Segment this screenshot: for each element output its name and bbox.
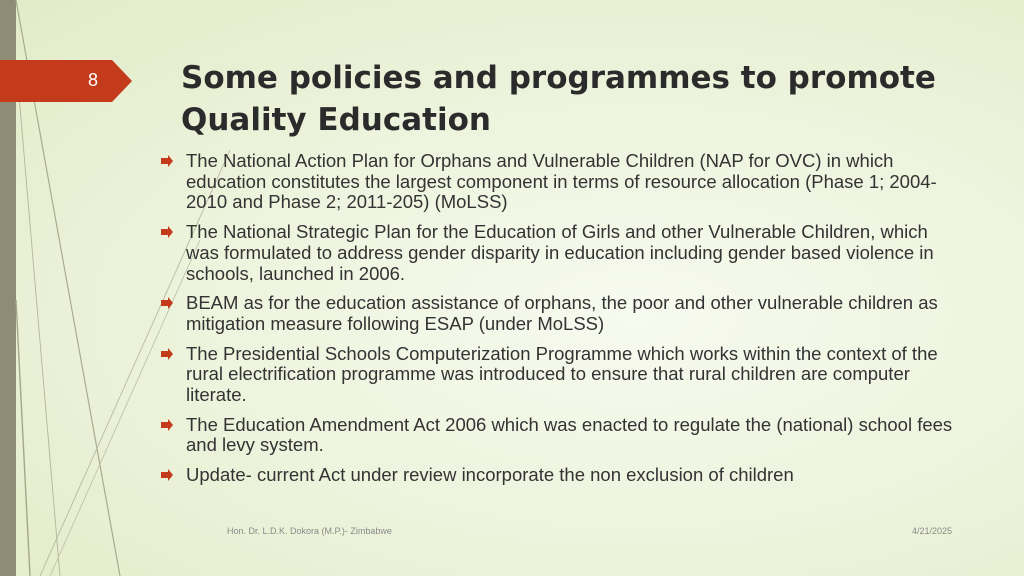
bullet-item xyxy=(160,415,960,456)
bullet-text: The National Action Plan for Orphans and Vulnerable Children (NAP for OVC) in which education constitutes the largest component in terms of resource allocation (Phase 1; 2004-2010 and Phase 2; 2011-205) (MoLSS) xyxy=(186,150,937,213)
bullet-item xyxy=(160,465,960,486)
bullet-item xyxy=(160,222,960,284)
slide-number-tab xyxy=(0,60,132,102)
arrow-right-icon xyxy=(160,296,174,310)
arrow-right-icon xyxy=(160,225,174,239)
bullet-text: The Education Amendment Act 2006 which was enacted to regulate the (national) school fees and levy system. xyxy=(186,413,953,456)
arrow-right-icon xyxy=(160,154,174,168)
bullet-text: BEAM as for the education assistance of orphans, the poor and other vulnerable children as mitigation measure following ESAP (under MoLSS) xyxy=(186,292,938,334)
bullet-item xyxy=(160,293,960,334)
arrow-right-icon xyxy=(160,418,174,432)
bullet-item xyxy=(160,151,960,213)
slide-title: Some policies and programmes to promote Quality Education xyxy=(181,60,936,138)
bullet-item xyxy=(160,344,960,406)
bullet-text: Update- current Act under review incorporate the non exclusion of children xyxy=(186,464,794,486)
bullet-text: The National Strategic Plan for the Education of Girls and other Vulnerable Children, which was formulated to address gender disparity in education including gender based violence in schools, launched in 2006. xyxy=(186,221,934,284)
slide-number: 8 xyxy=(88,70,99,90)
arrow-right-icon xyxy=(160,468,174,482)
footer-author: Hon. Dr. L.D.K. Dokora (M.P.)- Zimbabwe xyxy=(227,526,392,536)
arrow-right-icon xyxy=(160,347,174,361)
footer-date: 4/21/2025 xyxy=(912,526,953,536)
bullet-text: The Presidential Schools Computerization Programme which works within the context of the rural electrification programme was introduced to ensure that rural children are computer literate. xyxy=(186,342,938,406)
bullet-list xyxy=(160,151,960,495)
